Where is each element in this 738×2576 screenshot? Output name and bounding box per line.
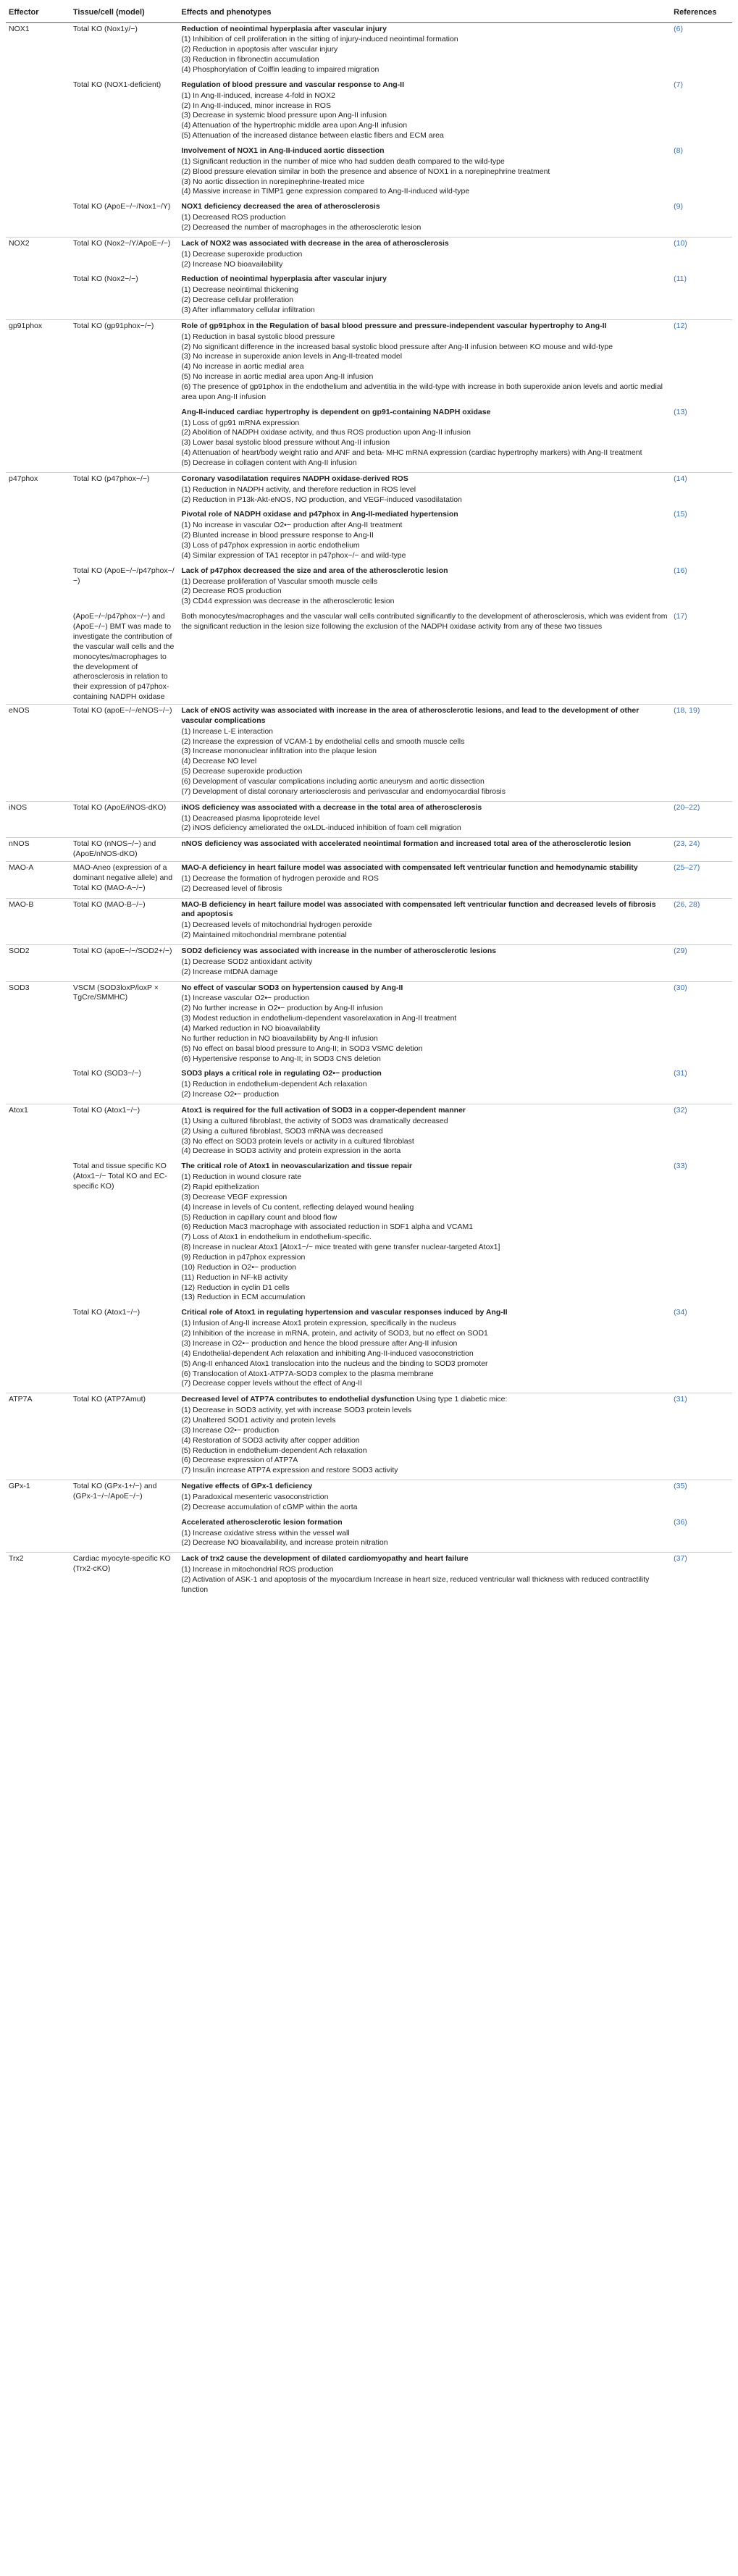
effect-title <box>181 839 668 849</box>
effects-cell <box>178 1104 671 1161</box>
effect-title-text: Involvement of NOX1 in Ang-II-induced aortic dissection <box>181 146 385 155</box>
tissue-cell: Cardiac myocyte-specific KO (Trx2-cKO) <box>70 1553 178 1599</box>
reference-link[interactable]: (34) <box>674 1308 687 1317</box>
effect-item: (6) Decrease expression of ATP7A <box>181 1456 298 1465</box>
table-row <box>6 861 732 898</box>
effect-item: (2) Increase the expression of VCAM-1 by endothelial cells and smooth muscle cells <box>181 737 465 746</box>
effect-item: (3) No aortic dissection in norepinephrine-treated mice <box>181 177 365 186</box>
effect-item: (2) Increase NO bioavailability <box>181 259 283 269</box>
effect-title-text: Reduction of neointimal hyperplasia after vascular injury <box>181 274 387 284</box>
effect-item: (5) Reduction in endothelium-dependent Ach relaxation <box>181 1446 367 1455</box>
tissue-cell: Total KO (MAO-B−/−) <box>70 898 178 944</box>
table-row <box>6 22 732 79</box>
effector-cell <box>6 1067 70 1104</box>
table-row <box>6 1306 732 1393</box>
effect-item: (2) iNOS deficiency ameliorated the oxLDL-induced inhibition of foam cell migration <box>181 823 461 833</box>
effect-title-text: Atox1 is required for the full activation of SOD3 in a copper-dependent manner <box>181 1106 466 1115</box>
effect-title-text: nNOS deficiency was associated with accelerated neointimal formation and increased total area of the atherosclerotic lesion <box>181 839 632 849</box>
effect-title-text: The critical role of Atox1 in neovascularization and tissue repair <box>181 1162 413 1171</box>
table-row <box>6 201 732 237</box>
table-row <box>6 565 732 611</box>
header-effector: Effector <box>6 3 70 22</box>
tissue-cell: Total KO (ApoE−/−/p47phox−/−) <box>72 566 175 585</box>
effect-item: (3) Decrease in systemic blood pressure upon Ang-II infusion <box>181 111 387 120</box>
tissue-cell: Total KO (nNOS−/−) and (ApoE/nNOS-dKO) <box>70 838 178 862</box>
effects-cell <box>178 1516 671 1553</box>
tissue-cell: Total KO (GPx-1+/−) and (GPx-1−/−/ApoE−/−) <box>70 1480 178 1516</box>
effector-cell: eNOS <box>6 704 70 801</box>
reference-link[interactable]: (37) <box>671 1553 732 1599</box>
table-row <box>6 1067 732 1104</box>
effects-cell <box>178 201 671 237</box>
reference-link[interactable]: (23, 24) <box>671 838 732 862</box>
effect-title <box>181 408 668 418</box>
effect-title-text: MAO-A deficiency in heart failure model was associated with compensated left ventricular function and hemodynamic stability <box>181 863 638 872</box>
effect-item: (1) Using a cultured fibroblast, the activity of SOD3 was dramatically decreased <box>181 1116 448 1125</box>
table-row <box>6 472 732 508</box>
effects-cell <box>178 22 671 79</box>
effector-cell: ATP7A <box>6 1393 70 1480</box>
effects-cell <box>178 472 671 508</box>
effect-title <box>181 900 668 920</box>
effect-title <box>181 146 668 156</box>
effect-item: (3) Increase in O2•− production and hence the blood pressure after Ang-II infusion <box>181 1338 458 1348</box>
effect-item: (8) Increase in nuclear Atox1 [Atox1−/− mice treated with gene transfer nuclear-targeted Atox1] <box>181 1243 500 1252</box>
effect-title <box>181 25 668 35</box>
effect-title-text: Lack of eNOS activity was associated with increase in the area of atherosclerotic lesions, and lead to the development of other vascular complications <box>181 705 640 725</box>
reference-link[interactable]: (15) <box>674 510 687 519</box>
effect-item: (2) No significant difference in the increased basal systolic blood pressure after Ang-II infusion between KO mouse and wild-type <box>181 342 613 351</box>
effect-item: (2) Activation of ASK-1 and apoptosis of the myocardium Increase in heart size, reduced ventricular wall thickness with reduced contractility function <box>181 1574 650 1594</box>
effect-title <box>181 566 668 576</box>
tissue-cell: Total KO (NOX1-deficient) <box>72 80 162 89</box>
effect-title-text: MAO-B deficiency in heart failure model was associated with compensated left ventricular function and decreased levels of fibrosis and apoptosis <box>181 899 656 919</box>
table-row <box>6 981 732 1067</box>
effect-title <box>181 1554 668 1564</box>
effect-item: (1) Loss of gp91 mRNA expression <box>181 418 300 427</box>
effector-cell <box>6 273 70 319</box>
tissue-cell: Total KO (Atox1−/−) <box>70 1104 178 1161</box>
effect-item: (12) Reduction in cyclin D1 cells <box>181 1283 290 1292</box>
effects-cell <box>178 145 671 201</box>
tissue-cell: Total KO (Nox2−/−) <box>72 274 138 284</box>
header-row <box>6 3 732 22</box>
header-tissue: Tissue/cell (model) <box>70 3 178 22</box>
reference-link[interactable]: (32) <box>671 1104 732 1161</box>
effects-cell <box>178 1160 671 1306</box>
reference-link[interactable]: (10) <box>671 237 732 273</box>
effect-title <box>181 947 668 957</box>
tissue-cell <box>70 145 178 201</box>
effect-item: (4) Decrease NO level <box>181 757 257 766</box>
effect-item: (3) Modest reduction in endothelium-dependent vasorelaxation in Ang-II treatment <box>181 1014 457 1023</box>
effector-cell: iNOS <box>6 801 70 838</box>
effect-item: (1) Decreased ROS production <box>181 213 286 222</box>
tissue-cell: Total KO (ApoE/iNOS-dKO) <box>70 801 178 838</box>
effects-cell <box>178 898 671 944</box>
effect-title-text: Role of gp91phox in the Regulation of basal blood pressure and pressure-independent vascular hypertrophy to Ang-II <box>181 321 607 330</box>
table-row <box>6 1393 732 1480</box>
effect-title-text: iNOS deficiency was associated with a decrease in the total area of atherosclerosis <box>181 802 482 812</box>
effect-title <box>181 983 668 994</box>
effector-cell <box>6 1516 70 1553</box>
reference-link[interactable]: (25–27) <box>671 861 732 898</box>
effect-item: (4) Endothelial-dependent Ach relaxation and inhibiting Ang-II-induced vasoconstriction <box>181 1348 474 1358</box>
table-row <box>6 704 732 801</box>
tissue-cell: Total KO (Nox2−/Y/ApoE−/−) <box>70 237 178 273</box>
table-row <box>6 319 732 406</box>
effects-cell <box>178 838 671 862</box>
effector-cell <box>6 1160 70 1306</box>
effect-item: (2) Inhibition of the increase in mRNA, protein, and activity of SOD3, but no effect on SOD1 <box>181 1329 488 1338</box>
effect-title <box>181 1106 668 1116</box>
effect-item: (7) Insulin increase ATP7A expression and restore SOD3 activity <box>181 1466 398 1475</box>
tissue-cell: Total KO (apoE−/−/eNOS−/−) <box>70 704 178 801</box>
tissue-cell: Total KO (p47phox−/−) <box>70 472 178 508</box>
effect-item: (3) Increase O2•− production <box>181 1425 280 1435</box>
effect-title <box>181 510 668 520</box>
table-row <box>6 145 732 201</box>
effect-item: (5) Decrease superoxide production <box>181 767 303 776</box>
effect-item: (1) Decrease the formation of hydrogen peroxide and ROS <box>181 873 379 883</box>
tissue-cell: Total KO (Nox1y/−) <box>70 22 178 79</box>
effect-item: (6) Hypertensive response to Ang-II; in SOD3 CNS deletion <box>181 1054 381 1063</box>
effect-title-text: Regulation of blood pressure and vascular response to Ang-II <box>181 80 405 89</box>
effector-cell <box>6 79 70 145</box>
effect-item: (3) Decrease VEGF expression <box>181 1192 288 1201</box>
effects-cell <box>178 79 671 145</box>
effects-cell <box>178 1067 671 1104</box>
effect-item: (7) Decrease copper levels without the effect of Ang-II <box>181 1379 362 1388</box>
tissue-cell: Total KO (apoE−/−/SOD2+/−) <box>70 944 178 981</box>
effector-cell: MAO-B <box>6 898 70 944</box>
effects-cell <box>178 801 671 838</box>
tissue-cell: Total KO (ApoE−/−/Nox1−/Y) <box>72 202 171 211</box>
header-effects: Effects and phenotypes <box>178 3 671 22</box>
table-row <box>6 898 732 944</box>
reference-link[interactable]: (12) <box>671 319 732 406</box>
effects-cell <box>178 273 671 319</box>
table-row <box>6 406 732 473</box>
effects-cell <box>178 1480 671 1516</box>
effect-title <box>181 322 668 332</box>
table-row <box>6 838 732 862</box>
tissue-cell: Total KO (gp91phox−/−) <box>70 319 178 406</box>
effect-item: (5) Decrease in collagen content with Ang-II infusion <box>181 458 357 468</box>
table-row <box>6 611 732 704</box>
effects-cell <box>178 1306 671 1393</box>
effect-title <box>181 1482 668 1492</box>
effect-item: (5) Ang-II enhanced Atox1 translocation into the nucleus and the binding to SOD3 promoter <box>181 1359 488 1368</box>
effect-item: (1) Decrease proliferation of Vascular smooth muscle cells <box>181 576 377 586</box>
effect-item: (1) Increase vascular O2•− production <box>181 994 310 1003</box>
effect-title <box>181 1395 668 1405</box>
effector-cell: NOX1 <box>6 22 70 79</box>
reference-link[interactable]: (26, 28) <box>671 898 732 944</box>
effector-cell <box>6 1306 70 1393</box>
effect-title-text: No effect of vascular SOD3 on hypertension caused by Ang-II <box>181 983 403 992</box>
effect-item: (1) Deacreased plasma lipoproteide level <box>181 813 320 823</box>
effects-cell <box>178 319 671 406</box>
effect-title-text: Lack of NOX2 was associated with decrease in the area of atherosclerosis <box>181 238 449 248</box>
effector-cell <box>6 565 70 611</box>
effect-item: (4) Marked reduction in NO bioavailability <box>181 1024 321 1033</box>
effect-item: (3) After inflammatory cellular infiltration <box>181 306 315 314</box>
effector-cell <box>6 145 70 201</box>
effect-item: (3) Increase mononuclear infiltration into the plaque lesion <box>181 747 377 756</box>
effect-item: (2) Reduction in P13k-Akt-eNOS, NO production, and VEGF-induced vasodilatation <box>181 495 462 504</box>
effect-item: (3) Lower basal systolic blood pressure without Ang-II infusion <box>181 438 390 448</box>
effect-title-text: Negative effects of GPx-1 deficiency <box>181 1482 313 1491</box>
effect-item: (1) Infusion of Ang-II increase Atox1 protein expression, specifically in the nucleus <box>181 1319 456 1328</box>
effect-item: (1) Increase oxidative stress within the vessel wall <box>181 1528 350 1537</box>
effect-item: (4) Attenuation of heart/body weight ratio and ANF and beta- MHC mRNA expression (cardiac hypertrophy markers) with Ang-II treatment <box>181 448 642 458</box>
reference-link[interactable]: (29) <box>671 944 732 981</box>
effector-cell: Trx2 <box>6 1553 70 1599</box>
effect-item: (2) Decreased level of fibrosis <box>181 884 282 893</box>
effect-item: (5) Attenuation of the increased distance between elastic fibers and ECM area <box>181 131 444 140</box>
effect-item: (3) Loss of p47phox expression in aortic endothelium <box>181 541 360 550</box>
effects-cell <box>178 508 671 564</box>
effect-item: (9) Reduction in p47phox expression <box>181 1253 306 1262</box>
phenotype-table <box>6 3 732 1599</box>
tissue-cell <box>70 508 178 564</box>
table-row <box>6 1160 732 1306</box>
effect-item: (10) Reduction in O2•− production <box>181 1262 297 1272</box>
effect-item: (2) Increase O2•− production <box>181 1090 280 1099</box>
reference-link[interactable]: (30) <box>671 981 732 1067</box>
tissue-cell: (ApoE−/−/p47phox−/−) and (ApoE−/−) BMT was made to investigate the contribution of the vascular wall cells and the monocytes/macrophages to the development of atherosclerosis in relation to their expression of p47phox-containing NADPH oxidase <box>72 612 175 702</box>
effect-item: (2) In Ang-II-induced, minor increase in ROS <box>181 101 331 110</box>
effect-item: (6) Reduction Mac3 macrophage with associated reduction in SDF1 alpha and VCAM1 <box>181 1222 474 1232</box>
effect-item: (1) Reduction in endothelium-dependent Ach relaxation <box>181 1080 367 1089</box>
effect-item: Both monocytes/macrophages and the vascular wall cells contributed significantly to the development of atherosclerosis, which was evident from the significant reduction in the lesion size following the exclusion of the NADPH oxidase activity from any of these two tissues <box>181 612 668 632</box>
reference-link[interactable]: (11) <box>674 274 687 284</box>
effect-item: (1) Decreased levels of mitochondrial hydrogen peroxide <box>181 920 372 930</box>
reference-link[interactable]: (6) <box>671 22 732 79</box>
effect-item: (3) Reduction in fibronectin accumulation <box>181 55 319 64</box>
effect-title <box>181 239 668 249</box>
effect-title-text: Reduction of neointimal hyperplasia after vascular injury <box>181 24 387 33</box>
tissue-cell: Total KO (SOD3−/−) <box>72 1069 141 1078</box>
effect-item: (3) CD44 expression was decrease in the atherosclerotic lesion <box>181 597 395 606</box>
effect-item: (1) Inhibition of cell proliferation in the sitting of injury-induced neointimal formation <box>181 35 458 44</box>
effect-title-text: SOD2 deficiency was associated with increase in the number of atherosclerotic lesions <box>181 946 497 955</box>
effect-title-text: Ang-II-induced cardiac hypertrophy is dependent on gp91-containing NADPH oxidase <box>181 407 491 416</box>
table-row <box>6 1553 732 1599</box>
effect-item: (5) No effect on basal blood pressure to Ang-II; in SOD3 VSMC deletion <box>181 1044 423 1053</box>
reference-link[interactable]: (31) <box>671 1393 732 1480</box>
reference-link[interactable]: (9) <box>674 202 683 211</box>
effects-cell <box>178 611 671 704</box>
effect-item: (2) Decrease ROS production <box>181 587 282 596</box>
effect-item: (13) Reduction in ECM accumulation <box>181 1293 306 1302</box>
effect-title <box>181 474 668 484</box>
tissue-cell: Total KO (ATP7Amut) <box>70 1393 178 1480</box>
effect-title-text: SOD3 plays a critical role in regulating O2•− production <box>181 1069 382 1078</box>
effect-item: (6) Translocation of Atox1-ATP7A-SOD3 complex to the plasma membrane <box>181 1369 434 1378</box>
effect-title-tail: Using type 1 diabetic mice: <box>414 1395 508 1404</box>
effect-item: (5) No increase in aortic medial area upon Ang-II infusion <box>181 372 374 382</box>
effect-item: (1) Decrease superoxide production <box>181 249 303 259</box>
table-row <box>6 944 732 981</box>
effect-item: (2) Unaltered SOD1 activity and protein levels <box>181 1415 336 1425</box>
effector-cell <box>6 201 70 237</box>
effect-title-text: Accelerated atherosclerotic lesion formation <box>181 1517 343 1527</box>
table-body <box>6 22 732 1599</box>
effector-cell: MAO-A <box>6 861 70 898</box>
effect-title-text: Lack of p47phox decreased the size and area of the atherosclerotic lesion <box>181 566 448 575</box>
reference-link[interactable]: (36) <box>674 1517 687 1527</box>
tissue-cell <box>70 406 178 473</box>
effect-item: (2) Increase mtDNA damage <box>181 967 278 976</box>
effect-item: (7) Loss of Atox1 in endothelium in endothelium-specific. <box>181 1233 372 1242</box>
effect-title <box>181 202 668 212</box>
effect-item: (4) Increase in levels of Cu content, reflecting delayed wound healing <box>181 1202 414 1212</box>
effect-item: (6) The presence of gp91phox in the endothelium and adventitia in the wild-type with increase in both superoxide anion levels and aortic medial area upon Ang-II infusion <box>181 382 663 401</box>
effect-item: (4) Massive increase in TIMP1 gene expression compared to Ang-II-induced wild-type <box>181 187 470 196</box>
tissue-cell: Total KO (Atox1−/−) <box>72 1308 141 1317</box>
effect-title <box>181 863 668 873</box>
reference-link[interactable]: (35) <box>671 1480 732 1516</box>
effects-cell <box>178 944 671 981</box>
effect-item: (2) No further increase in O2•− production by Ang-II infusion <box>181 1004 383 1013</box>
effects-cell <box>178 861 671 898</box>
effects-cell <box>178 704 671 801</box>
table-row <box>6 79 732 145</box>
reference-link[interactable]: (7) <box>674 80 683 89</box>
table-row <box>6 273 732 319</box>
effect-title <box>181 1069 668 1079</box>
effects-cell <box>178 1393 671 1480</box>
effect-item: (3) No effect on SOD3 protein levels or activity in a cultured fibroblast <box>181 1136 414 1146</box>
effect-item: (2) Using a cultured fibroblast, SOD3 mRNA was decreased <box>181 1126 383 1136</box>
effect-item: No further reduction in NO bioavailability by Ang-II infusion <box>181 1033 378 1043</box>
reference-link[interactable]: (8) <box>674 146 683 155</box>
effect-item: (4) No increase in aortic medial area <box>181 362 304 372</box>
effects-cell <box>178 1553 671 1599</box>
effect-item: (1) In Ang-II-induced, increase 4-fold in NOX2 <box>181 91 335 100</box>
effect-item: (1) Significant reduction in the number of mice who had sudden death compared to the wild-type <box>181 156 505 166</box>
tissue-cell: MAO-Aneo (expression of a dominant negative allele) and Total KO (MAO-A−/−) <box>70 861 178 898</box>
effector-cell: SOD3 <box>6 981 70 1067</box>
table-row <box>6 237 732 273</box>
effect-title-text: Pivotal role of NADPH oxidase and p47phox in Ang-II-mediated hypertension <box>181 510 458 519</box>
effect-item: (4) Decrease in SOD3 activity and protein expression in the aorta <box>181 1146 401 1156</box>
effect-item: (2) Blood pressure elevation similar in both the presence and absence of NOX1 in a norepinephrine treatment <box>181 167 550 176</box>
effect-item: (2) Decreased the number of macrophages in the atherosclerotic lesion <box>181 222 422 232</box>
effect-title <box>181 706 668 726</box>
reference-link[interactable]: (31) <box>674 1069 687 1078</box>
effect-item: (1) No increase in vascular O2•− production after Ang-II treatment <box>181 521 403 530</box>
effects-cell <box>178 981 671 1067</box>
effect-item: (2) Blunted increase in blood pressure response to Ang-II <box>181 531 374 540</box>
effect-item: (11) Reduction in NF-kB activity <box>181 1272 288 1282</box>
tissue-cell: Total and tissue specific KO (Atox1−/− Total KO and EC-specific KO) <box>72 1162 167 1191</box>
effect-item: (6) Development of vascular complications including aortic aneurysm and aortic dissection <box>181 776 485 786</box>
reference-link[interactable]: (16) <box>674 566 687 575</box>
effector-cell <box>6 611 70 704</box>
effector-cell <box>6 508 70 564</box>
effector-cell: SOD2 <box>6 944 70 981</box>
reference-link[interactable]: (14) <box>671 472 732 508</box>
reference-link[interactable]: (13) <box>674 407 687 416</box>
effector-cell: p47phox <box>6 472 70 508</box>
effect-item: (1) Reduction in wound closure rate <box>181 1172 302 1182</box>
effect-item: (7) Development of distal coronary arteriosclerosis and perivascular and endomyocardial fibrosis <box>181 786 506 796</box>
effect-title <box>181 1162 668 1172</box>
effect-item: (1) Increase in mitochondrial ROS production <box>181 1565 334 1574</box>
effect-title-text: Lack of trx2 cause the development of dilated cardiomyopathy and heart failure <box>181 1554 469 1564</box>
effect-title-text: Coronary vasodilatation requires NADPH oxidase-derived ROS <box>181 474 408 483</box>
effector-cell: gp91phox <box>6 319 70 406</box>
tissue-cell <box>70 1516 178 1553</box>
table-row <box>6 1104 732 1161</box>
effect-item: (1) Decrease in SOD3 activity, yet with increase SOD3 protein levels <box>181 1406 412 1415</box>
reference-link[interactable]: (33) <box>674 1162 687 1171</box>
effect-title-text: NOX1 deficiency decreased the area of atherosclerosis <box>181 202 380 211</box>
effect-title <box>181 803 668 813</box>
effect-title-text: Critical role of Atox1 in regulating hypertension and vascular responses induced by Ang-II <box>181 1308 508 1317</box>
effect-item: (2) Reduction in apoptosis after vascular injury <box>181 45 338 54</box>
effect-title <box>181 1518 668 1528</box>
effect-item: (1) Reduction in NADPH activity, and therefore reduction in ROS level <box>181 484 416 494</box>
effect-item: (1) Increase L-E interaction <box>181 726 274 736</box>
table-row <box>6 801 732 838</box>
reference-link[interactable]: (20–22) <box>671 801 732 838</box>
effect-title <box>181 1308 668 1318</box>
effector-cell: NOX2 <box>6 237 70 273</box>
effect-item: (2) Rapid epithelization <box>181 1183 259 1192</box>
effect-title-text: Decreased level of ATP7A contributes to endothelial dysfunction <box>181 1395 415 1404</box>
reference-link[interactable]: (18, 19) <box>671 704 732 801</box>
effect-item: (2) Decrease cellular proliferation <box>181 295 294 305</box>
tissue-cell: VSCM (SOD3loxP/loxP × TgCre/SMMHC) <box>70 981 178 1067</box>
effect-item: (2) Decrease accumulation of cGMP within the aorta <box>181 1502 358 1511</box>
table-row <box>6 1516 732 1553</box>
effect-item: (2) Decrease NO bioavailability, and increase protein nitration <box>181 1538 388 1548</box>
effect-item: (4) Phosphorylation of Coiffin leading to impaired migration <box>181 64 380 74</box>
effects-cell <box>178 406 671 473</box>
table-row <box>6 508 732 564</box>
effects-cell <box>178 565 671 611</box>
effect-item: (1) Reduction in basal systolic blood pressure <box>181 332 335 341</box>
effect-item: (1) Paradoxical mesenteric vasoconstriction <box>181 1492 329 1501</box>
effector-cell: GPx-1 <box>6 1480 70 1516</box>
effect-item: (3) No increase in superoxide anion levels in Ang-II-treated model <box>181 352 403 361</box>
effects-cell <box>178 237 671 273</box>
effect-title <box>181 80 668 91</box>
header-references: References <box>671 3 732 22</box>
effect-item: (2) Maintained mitochondrial membrane potential <box>181 931 347 940</box>
effector-cell <box>6 406 70 473</box>
effect-item: (1) Decrease neointimal thickening <box>181 285 299 295</box>
table-row <box>6 1480 732 1516</box>
effect-item: (4) Restoration of SOD3 activity after copper addition <box>181 1435 360 1445</box>
effect-item: (5) Reduction in capillary count and blood flow <box>181 1212 337 1222</box>
effect-item: (4) Attenuation of the hypertrophic middle area upon Ang-II infusion <box>181 121 408 130</box>
effect-item: (2) Abolition of NADPH oxidase activity, and thus ROS production upon Ang-II infusion <box>181 428 471 437</box>
effect-title <box>181 274 668 285</box>
effector-cell: nNOS <box>6 838 70 862</box>
effect-item: (4) Similar expression of TA1 receptor in p47phox−/− and wild-type <box>181 550 406 560</box>
reference-link[interactable]: (17) <box>674 612 687 621</box>
effector-cell: Atox1 <box>6 1104 70 1161</box>
effect-item: (1) Decrease SOD2 antioxidant activity <box>181 957 313 966</box>
